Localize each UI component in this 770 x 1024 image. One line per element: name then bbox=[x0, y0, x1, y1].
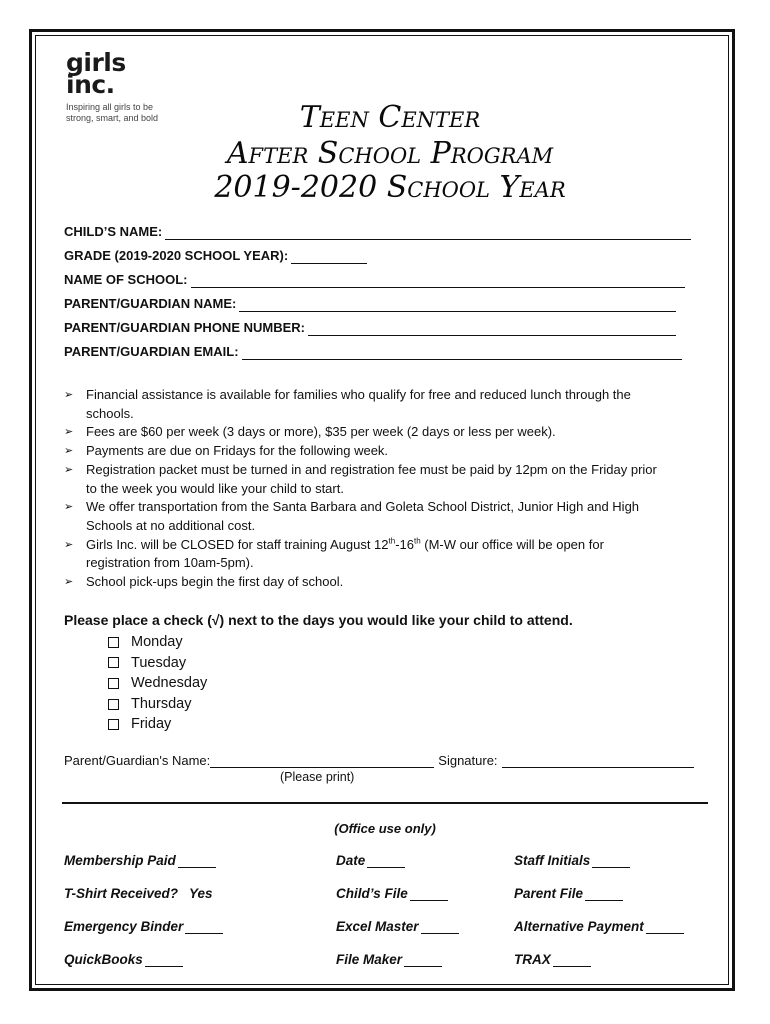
checkbox-wednesday[interactable] bbox=[108, 678, 119, 689]
arrow-bullet-icon: ➢ bbox=[64, 576, 74, 589]
school-name-label: NAME OF SCHOOL: bbox=[64, 272, 188, 287]
parent-phone-field bbox=[64, 320, 676, 336]
excel-master-field: Excel Master bbox=[336, 919, 459, 934]
childs-file-field: Child’s File bbox=[336, 886, 448, 901]
attendance-heading: Please place a check (√) next to the days you would like your child to attend. bbox=[64, 612, 573, 628]
signature-input-line[interactable] bbox=[502, 755, 694, 768]
trax-line[interactable] bbox=[553, 955, 591, 967]
attendance-day-list bbox=[108, 632, 207, 735]
logo-wordmark: girls inc. bbox=[66, 48, 126, 99]
day-option-thursday: Thursday bbox=[108, 694, 207, 715]
arrow-bullet-icon: ➢ bbox=[64, 426, 74, 439]
parent-phone-input-line[interactable] bbox=[308, 323, 676, 336]
grade-input-line[interactable] bbox=[291, 251, 367, 264]
list-item: ➢ We offer transportation from the Santa Barbara and Goleta School District, Junior High and High Schools at no additional cost. bbox=[64, 499, 640, 533]
parent-email-label: PARENT/GUARDIAN EMAIL: bbox=[64, 344, 239, 359]
list-item: ➢ Registration packet must be turned in and registration fee must be paid by 12pm on the Friday prior to the week you would like your child to start. bbox=[64, 461, 657, 496]
parent-name-input-line[interactable] bbox=[239, 299, 676, 312]
arrow-bullet-icon: ➢ bbox=[64, 445, 74, 458]
program-info-list bbox=[64, 386, 704, 592]
parent-email-input-line[interactable] bbox=[242, 347, 682, 360]
quickbooks-field: QuickBooks bbox=[64, 952, 183, 967]
office-use-heading: (Office use only) bbox=[334, 821, 436, 836]
signature-row bbox=[64, 753, 694, 768]
staff-initials-field: Staff Initials bbox=[514, 853, 630, 868]
list-item: ➢ Girls Inc. will be CLOSED for staff training August 12th-16th (M-W our office will be open for registration from 10am-5pm). bbox=[64, 536, 604, 571]
file-maker-field: File Maker bbox=[336, 952, 442, 967]
arrow-bullet-icon: ➢ bbox=[64, 463, 74, 476]
checkbox-monday[interactable] bbox=[108, 637, 119, 648]
grade-field bbox=[64, 248, 367, 264]
file-maker-line[interactable] bbox=[404, 955, 442, 967]
emergency-binder-line[interactable] bbox=[185, 922, 223, 934]
list-item: ➢ Financial assistance is available for families who qualify for free and reduced lunch through the schools. bbox=[64, 387, 631, 421]
quickbooks-line[interactable] bbox=[145, 955, 183, 967]
excel-master-line[interactable] bbox=[421, 922, 459, 934]
title-line-3: 2019-2020 School Year bbox=[214, 170, 566, 205]
child-name-input-line[interactable] bbox=[165, 227, 691, 240]
alternative-payment-line[interactable] bbox=[646, 922, 684, 934]
child-name-label: CHILD’S NAME: bbox=[64, 224, 163, 239]
arrow-bullet-icon: ➢ bbox=[64, 538, 74, 551]
day-option-monday: Monday bbox=[108, 632, 207, 653]
parent-file-line[interactable] bbox=[585, 889, 623, 901]
grade-label: GRADE (2019-2020 SCHOOL YEAR): bbox=[64, 248, 289, 263]
date-line[interactable] bbox=[367, 856, 405, 868]
parent-name-field bbox=[64, 296, 676, 312]
list-item: ➢ Fees are $60 per week (3 days or more), $35 per week (2 days or less per week). bbox=[64, 423, 704, 442]
signature-label: Signature: bbox=[438, 753, 498, 768]
school-name-field bbox=[64, 272, 685, 288]
title-line-2: After School Program bbox=[226, 136, 554, 171]
membership-paid-line[interactable] bbox=[178, 856, 216, 868]
arrow-bullet-icon: ➢ bbox=[64, 501, 74, 514]
staff-initials-line[interactable] bbox=[592, 856, 630, 868]
parent-phone-label: PARENT/GUARDIAN PHONE NUMBER: bbox=[64, 320, 305, 335]
trax-field: TRAX bbox=[514, 952, 591, 967]
parent-file-field: Parent File bbox=[514, 886, 623, 901]
logo-tagline-line2: strong, smart, and bold bbox=[66, 113, 159, 123]
date-field: Date bbox=[336, 853, 405, 868]
list-item: ➢ School pick-ups begin the first day of school. bbox=[64, 573, 704, 592]
please-print-note: (Please print) bbox=[280, 770, 355, 784]
tshirt-received-field: T-Shirt Received? Yes bbox=[64, 886, 213, 901]
guardian-name-label: Parent/Guardian's Name: bbox=[64, 753, 211, 768]
guardian-name-input-line[interactable] bbox=[210, 755, 434, 768]
membership-paid-field: Membership Paid bbox=[64, 853, 216, 868]
logo-tagline-line1: Inspiring all girls to be bbox=[66, 102, 154, 112]
checkbox-thursday[interactable] bbox=[108, 699, 119, 710]
day-option-wednesday: Wednesday bbox=[108, 673, 207, 694]
alternative-payment-field: Alternative Payment bbox=[514, 919, 684, 934]
child-name-field bbox=[64, 224, 691, 240]
arrow-bullet-icon: ➢ bbox=[64, 389, 74, 401]
childs-file-line[interactable] bbox=[410, 889, 448, 901]
title-line-1: Teen Center bbox=[299, 100, 481, 135]
checkbox-tuesday[interactable] bbox=[108, 657, 119, 668]
day-option-tuesday: Tuesday bbox=[108, 653, 207, 674]
parent-name-label: PARENT/GUARDIAN NAME: bbox=[64, 296, 237, 311]
checkbox-friday[interactable] bbox=[108, 719, 119, 730]
emergency-binder-field: Emergency Binder bbox=[64, 919, 223, 934]
school-name-input-line[interactable] bbox=[191, 275, 685, 288]
parent-email-field bbox=[64, 344, 682, 360]
list-item: ➢ Payments are due on Fridays for the following week. bbox=[64, 442, 704, 461]
section-divider bbox=[62, 802, 708, 804]
day-option-friday: Friday bbox=[108, 714, 207, 735]
